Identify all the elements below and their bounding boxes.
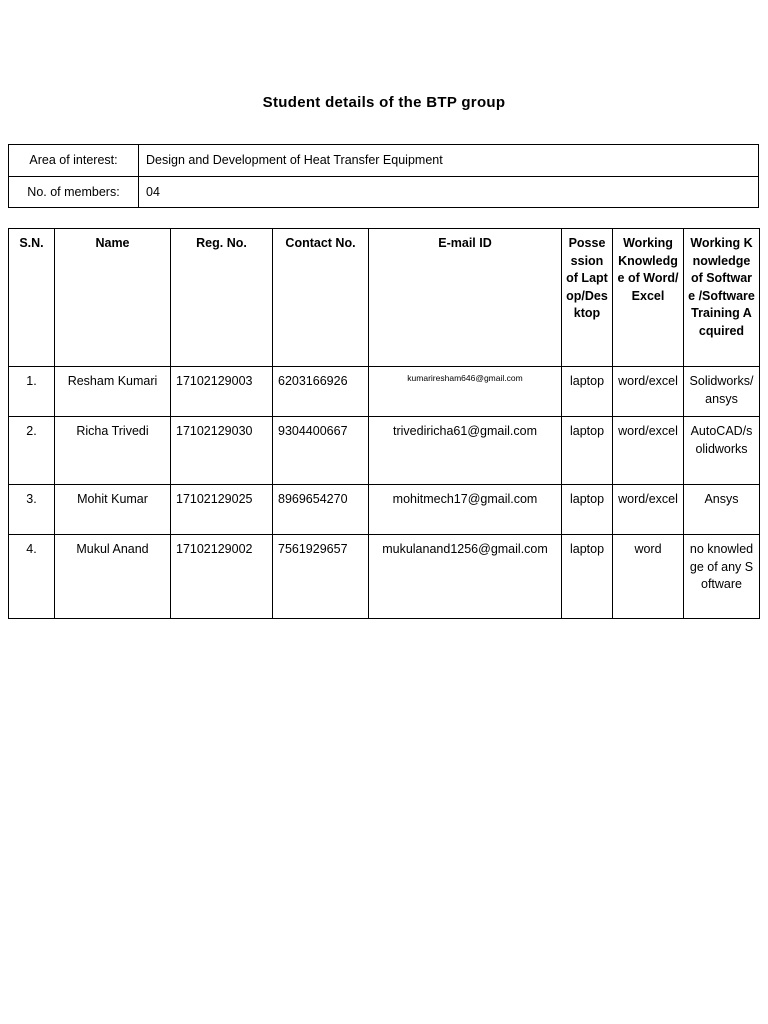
cell-sn: 4. [9, 535, 55, 619]
header-word-knowledge: Working Knowledge of Word/Excel [613, 229, 684, 367]
cell-reg-no: 17102129003 [171, 367, 273, 417]
cell-possession: laptop [562, 485, 613, 535]
cell-sn: 1. [9, 367, 55, 417]
cell-reg-no: 17102129025 [171, 485, 273, 535]
cell-word-knowledge: word/excel [613, 417, 684, 485]
header-sn: S.N. [9, 229, 55, 367]
header-email: E-mail ID [369, 229, 562, 367]
cell-word-knowledge: word/excel [613, 485, 684, 535]
cell-sn: 3. [9, 485, 55, 535]
header-contact-no: Contact No. [273, 229, 369, 367]
cell-possession: laptop [562, 367, 613, 417]
cell-sn: 2. [9, 417, 55, 485]
students-table [8, 228, 760, 619]
cell-word-knowledge: word [613, 535, 684, 619]
email-text: kumariresham646@gmail.com [407, 373, 523, 383]
cell-email: mohitmech17@gmail.com [369, 485, 562, 535]
table-row [9, 535, 760, 619]
table-row [9, 485, 760, 535]
table-header-row [9, 229, 760, 367]
cell-software-knowledge: AutoCAD/solidworks [684, 417, 760, 485]
cell-email: mukulanand1256@gmail.com [369, 535, 562, 619]
cell-software-knowledge: Ansys [684, 485, 760, 535]
members-row [9, 176, 759, 208]
cell-reg-no: 17102129030 [171, 417, 273, 485]
table-row [9, 417, 760, 485]
members-label: No. of members: [9, 176, 139, 208]
cell-software-knowledge: Solidworks/ansys [684, 367, 760, 417]
cell-email: trivediricha61@gmail.com [369, 417, 562, 485]
area-of-interest-value: Design and Development of Heat Transfer Equipment [139, 145, 759, 177]
cell-email [369, 367, 562, 417]
area-of-interest-label: Area of interest: [9, 145, 139, 177]
header-possession: Possession of Laptop/Desktop [562, 229, 613, 367]
table-row [9, 367, 760, 417]
cell-contact-no: 8969654270 [273, 485, 369, 535]
area-of-interest-row [9, 145, 759, 177]
members-value: 04 [139, 176, 759, 208]
cell-name: Richa Trivedi [55, 417, 171, 485]
header-name: Name [55, 229, 171, 367]
cell-software-knowledge: no knowledge of any Software [684, 535, 760, 619]
group-info-table [8, 144, 759, 208]
cell-name: Mohit Kumar [55, 485, 171, 535]
cell-possession: laptop [562, 417, 613, 485]
page-title: Student details of the BTP group [262, 94, 506, 111]
cell-contact-no: 9304400667 [273, 417, 369, 485]
cell-name: Resham Kumari [55, 367, 171, 417]
cell-contact-no: 7561929657 [273, 535, 369, 619]
cell-possession: laptop [562, 535, 613, 619]
header-reg-no: Reg. No. [171, 229, 273, 367]
cell-reg-no: 17102129002 [171, 535, 273, 619]
cell-contact-no: 6203166926 [273, 367, 369, 417]
cell-word-knowledge: word/excel [613, 367, 684, 417]
cell-name: Mukul Anand [55, 535, 171, 619]
header-software-knowledge: Working Knowledge of Software /Software Training Acquired [684, 229, 760, 367]
